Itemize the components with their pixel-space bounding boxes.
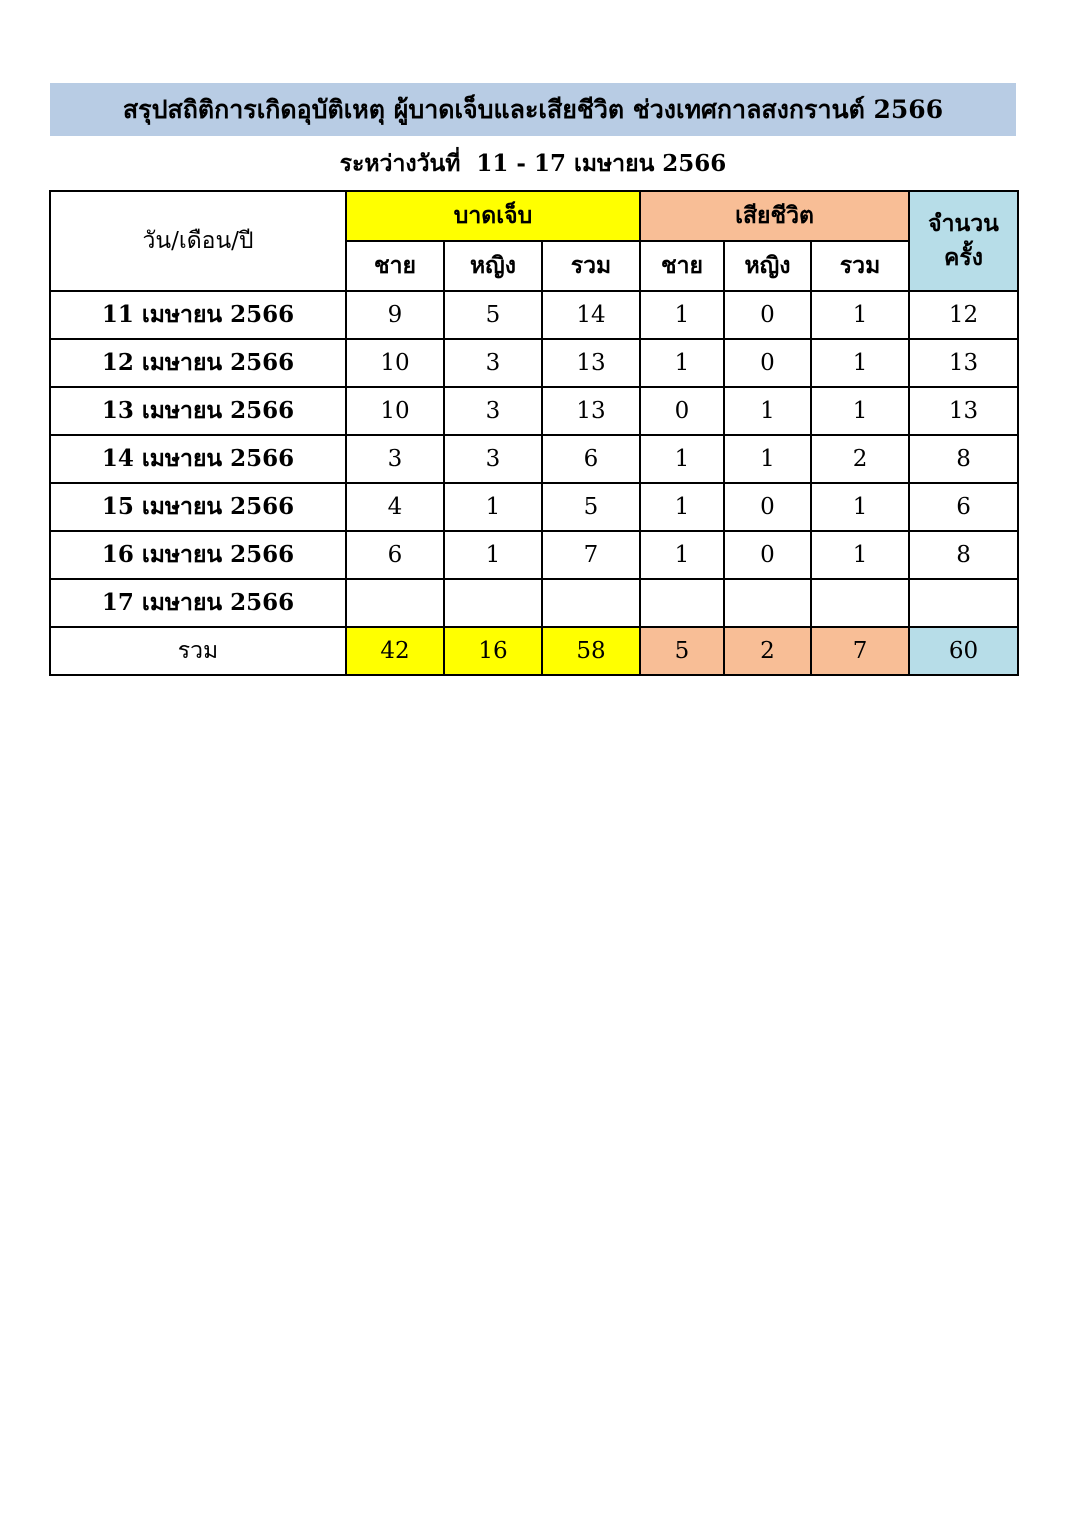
table-row [50, 483, 1018, 531]
injured-group-header: บาดเจ็บ [346, 191, 640, 241]
injured-female-cell: 3 [444, 339, 542, 387]
dead-male-cell: 1 [640, 291, 724, 339]
dead-female-cell: 0 [724, 339, 811, 387]
row-date: 15 เมษายน 2566 [50, 483, 346, 531]
count-cell: 6 [909, 483, 1018, 531]
dead-female-cell: 0 [724, 291, 811, 339]
injured-total-cell: 6 [542, 435, 640, 483]
table-row [50, 291, 1018, 339]
injured-male-cell: 4 [346, 483, 444, 531]
injured-female-cell: 1 [444, 531, 542, 579]
dead-male-cell: 0 [640, 387, 724, 435]
table-row [50, 387, 1018, 435]
totals-label: รวม [50, 627, 346, 675]
injured-male-cell: 3 [346, 435, 444, 483]
dead-total-cell [811, 579, 909, 627]
injured-male-cell: 6 [346, 531, 444, 579]
dead-female-cell: 0 [724, 531, 811, 579]
total-dead-male: 5 [640, 627, 724, 675]
dead-male-cell: 1 [640, 531, 724, 579]
dead-total-cell: 2 [811, 435, 909, 483]
row-date: 13 เมษายน 2566 [50, 387, 346, 435]
table-row [50, 435, 1018, 483]
count-header-line1: จำนวน [928, 209, 999, 237]
dead-female-cell: 0 [724, 483, 811, 531]
dead-male-header: ชาย [640, 241, 724, 291]
injured-male-cell: 9 [346, 291, 444, 339]
total-injured-male: 42 [346, 627, 444, 675]
injured-male-cell: 10 [346, 339, 444, 387]
count-cell: 8 [909, 435, 1018, 483]
injured-female-cell [444, 579, 542, 627]
injured-female-cell: 3 [444, 387, 542, 435]
total-injured-total: 58 [542, 627, 640, 675]
dead-female-header: หญิง [724, 241, 811, 291]
dead-total-cell: 1 [811, 291, 909, 339]
table-row [50, 339, 1018, 387]
injured-total-cell [542, 579, 640, 627]
dead-total-cell: 1 [811, 339, 909, 387]
total-dead-female: 2 [724, 627, 811, 675]
dead-total-cell: 1 [811, 483, 909, 531]
report-subtitle: ระหว่างวันที่ 11 - 17 เมษายน 2566 [339, 150, 727, 177]
report-title: สรุปสถิติการเกิดอุบัติเหตุ ผู้บาดเจ็บและเสียชีวิต ช่วงเทศกาลสงกรานต์ 2566 [50, 83, 1016, 136]
dead-female-cell [724, 579, 811, 627]
injured-total-cell: 14 [542, 291, 640, 339]
count-cell: 13 [909, 339, 1018, 387]
total-count: 60 [909, 627, 1018, 675]
row-date: 11 เมษายน 2566 [50, 291, 346, 339]
table-row [50, 579, 1018, 627]
injured-total-cell: 5 [542, 483, 640, 531]
injured-male-header: ชาย [346, 241, 444, 291]
dead-female-cell: 1 [724, 435, 811, 483]
count-header-line2: ครั้ง [944, 244, 984, 271]
dead-group-header: เสียชีวิต [640, 191, 909, 241]
row-date: 17 เมษายน 2566 [50, 579, 346, 627]
dead-total-cell: 1 [811, 387, 909, 435]
dead-male-cell: 1 [640, 435, 724, 483]
table-row [50, 531, 1018, 579]
totals-row [50, 627, 1018, 675]
count-cell: 12 [909, 291, 1018, 339]
dead-female-cell: 1 [724, 387, 811, 435]
statistics-table [49, 190, 1019, 676]
count-cell: 8 [909, 531, 1018, 579]
count-column-header [909, 191, 1018, 291]
injured-male-cell [346, 579, 444, 627]
date-column-header: วัน/เดือน/ปี [50, 191, 346, 291]
dead-total-cell: 1 [811, 531, 909, 579]
injured-female-cell: 3 [444, 435, 542, 483]
injured-female-header: หญิง [444, 241, 542, 291]
row-date: 12 เมษายน 2566 [50, 339, 346, 387]
injured-total-cell: 13 [542, 387, 640, 435]
count-cell [909, 579, 1018, 627]
row-date: 16 เมษายน 2566 [50, 531, 346, 579]
total-dead-total: 7 [811, 627, 909, 675]
injured-total-cell: 13 [542, 339, 640, 387]
dead-male-cell: 1 [640, 339, 724, 387]
injured-male-cell: 10 [346, 387, 444, 435]
injured-female-cell: 5 [444, 291, 542, 339]
count-cell: 13 [909, 387, 1018, 435]
injured-total-cell: 7 [542, 531, 640, 579]
dead-male-cell: 1 [640, 483, 724, 531]
injured-total-header: รวม [542, 241, 640, 291]
dead-total-header: รวม [811, 241, 909, 291]
row-date: 14 เมษายน 2566 [50, 435, 346, 483]
injured-female-cell: 1 [444, 483, 542, 531]
total-injured-female: 16 [444, 627, 542, 675]
dead-male-cell [640, 579, 724, 627]
